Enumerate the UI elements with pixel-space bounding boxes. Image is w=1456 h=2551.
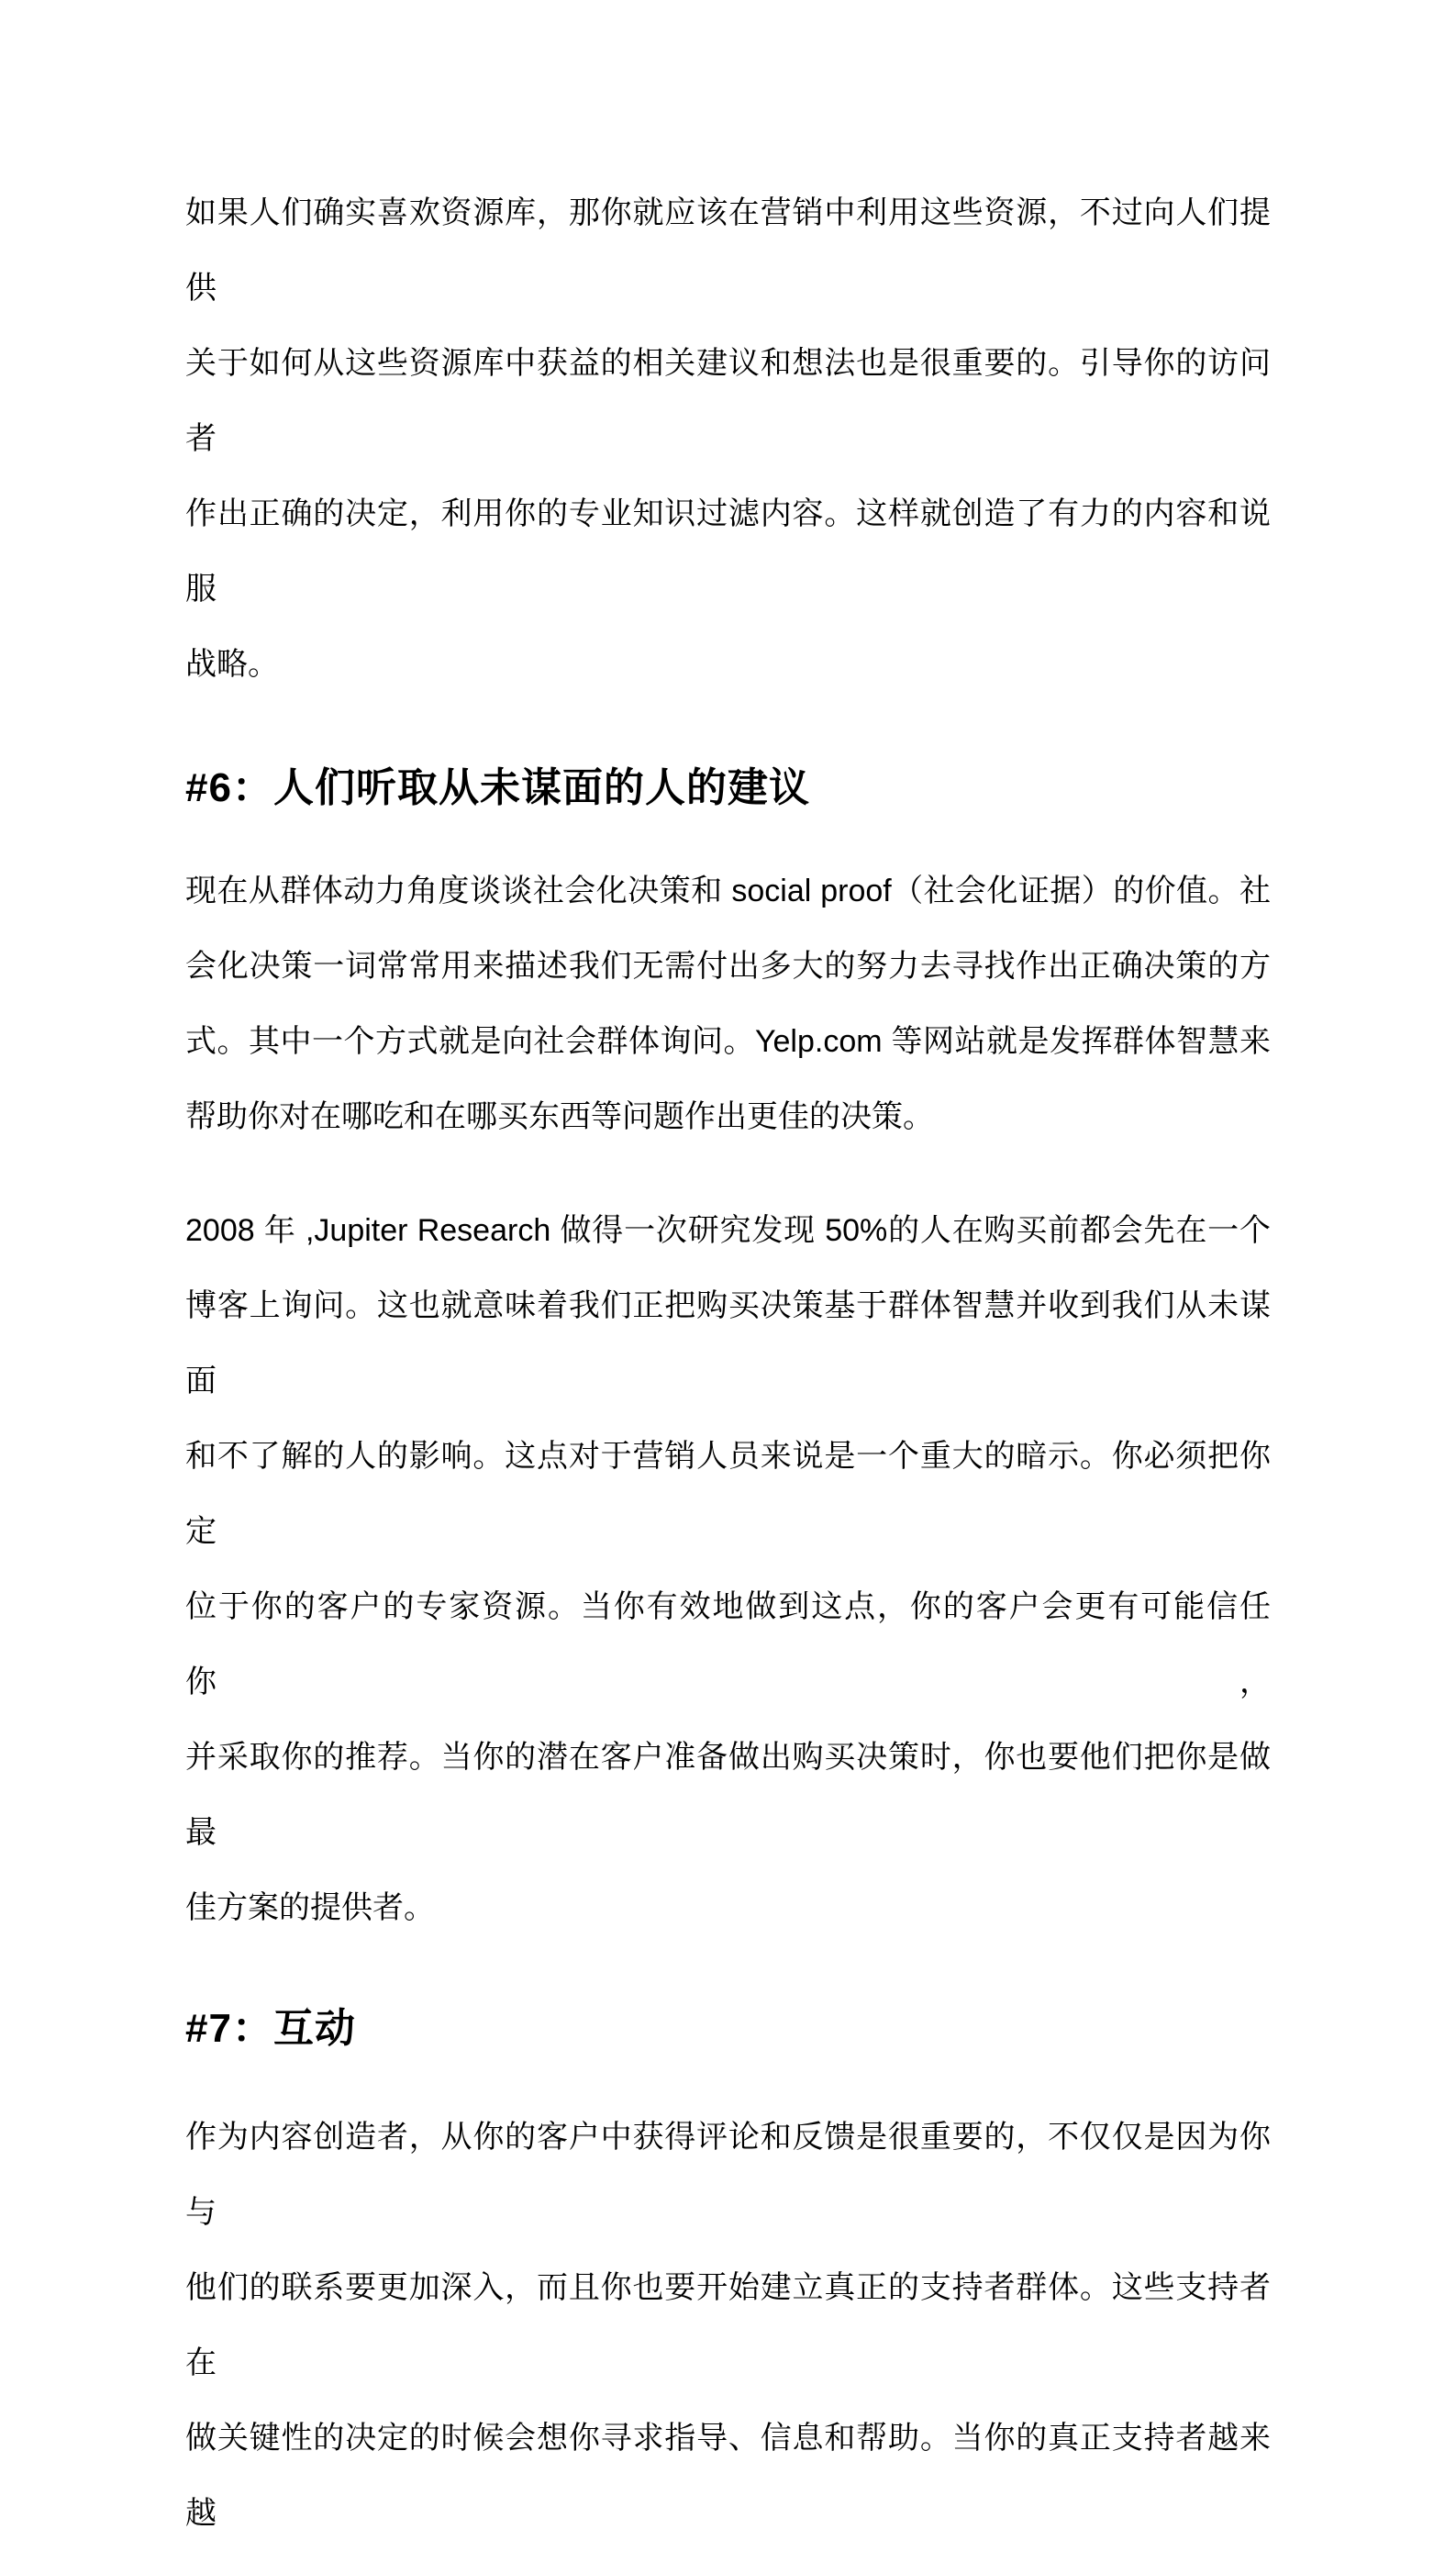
heading-7-interaction: #7：互动 <box>185 2006 356 2051</box>
paragraph-resource-library-marketing <box>185 175 1271 702</box>
text-line: 战略。 <box>185 647 279 682</box>
text-line: 佳方案的提供者。 <box>185 1890 435 1925</box>
text-line: 并采取你的推荐。当你的潜在客户准备做出购买决策时，你也要他们把你是做最 <box>185 1740 1271 1850</box>
paragraph-social-proof <box>185 853 1271 1154</box>
text-line: 作为内容创造者，从你的客户中获得评论和反馈是很重要的，不仅仅是因为你与 <box>185 2120 1271 2230</box>
heading-6-people-take-advice-from-strangers: #6：人们听取从未谋面的人的建议 <box>185 765 810 810</box>
page-content <box>185 0 1271 2551</box>
paragraph-jupiter-research <box>185 1193 1271 1945</box>
text-line: 2008 年 ,Jupiter Research 做得一次研究发现 50%的人在购买前都会先在一个 <box>185 1213 1271 1248</box>
text-line: 现在从群体动力角度谈谈社会化决策和 social proof（社会化证据）的价值。社 <box>185 874 1271 908</box>
text-line: 会化决策一词常常用来描述我们无需付出多大的努力去寻找作出正确决策的方 <box>185 949 1271 984</box>
text-line: 式。其中一个方式就是向社会群体询问。Yelp.com 等网站就是发挥群体智慧来 <box>185 1024 1271 1059</box>
text-line: 如果人们确实喜欢资源库，那你就应该在营销中利用这些资源，不过向人们提供 <box>185 195 1271 306</box>
text-line: 博客上询问。这也就意味着我们正把购买决策基于群体智慧并收到我们从未谋面 <box>185 1288 1271 1398</box>
text-line: 关于如何从这些资源库中获益的相关建议和想法也是很重要的。引导你的访问者 <box>185 346 1271 456</box>
text-line: 做关键性的决定的时候会想你寻求指导、信息和帮助。当你的真正支持者越来越 <box>185 2421 1271 2531</box>
text-line: 和不了解的人的影响。这点对于营销人员来说是一个重大的暗示。你必须把你定 <box>185 1439 1271 1549</box>
paragraph-content-creator-feedback <box>185 2100 1271 2551</box>
text-line: 帮助你对在哪吃和在哪买东西等问题作出更佳的决策。 <box>185 1099 934 1134</box>
text-line: 他们的联系要更加深入，而且你也要开始建立真正的支持者群体。这些支持者在 <box>185 2270 1271 2380</box>
text-line: 作出正确的决定，利用你的专业知识过滤内容。这样就创造了有力的内容和说服 <box>185 496 1271 607</box>
text-line: 位于你的客户的专家资源。当你有效地做到这点，你的客户会更有可能信任你， <box>185 1589 1271 1699</box>
